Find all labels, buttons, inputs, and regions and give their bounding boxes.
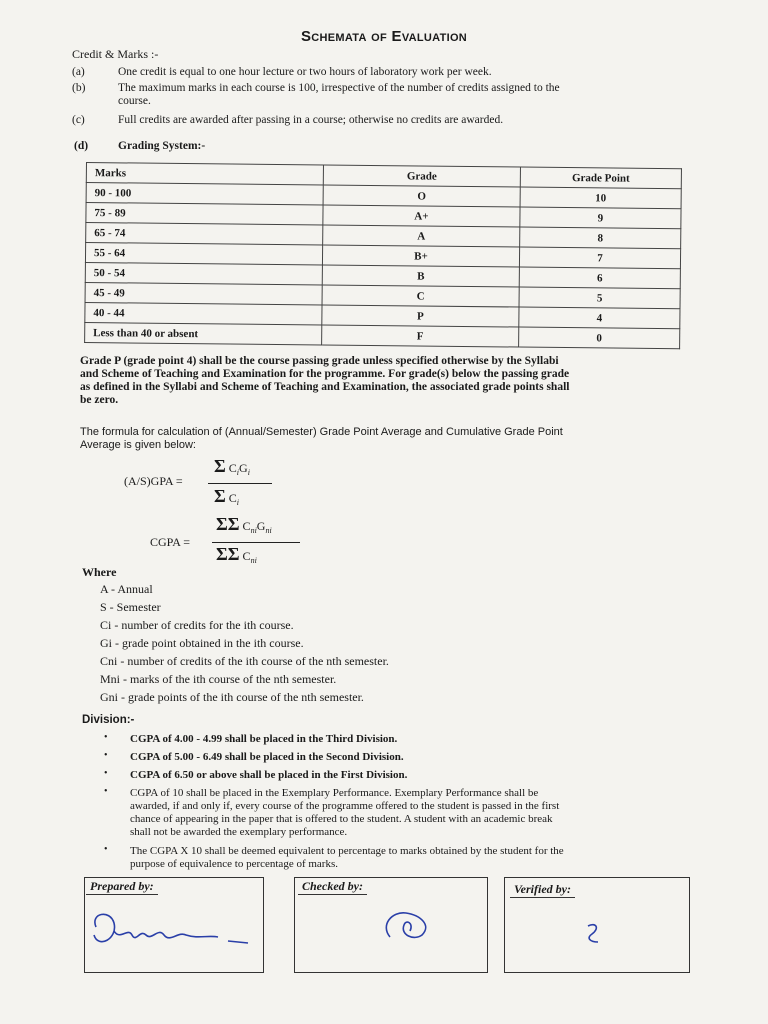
gpa-formula-label: (A/S)GPA = bbox=[124, 474, 183, 488]
rule-a-label: (a) bbox=[72, 66, 85, 78]
bullet-icon: • bbox=[104, 844, 108, 855]
table-header: Marks bbox=[86, 163, 323, 185]
verified-signature-icon bbox=[580, 920, 610, 950]
page-title: Schemata of Evaluation bbox=[300, 28, 468, 45]
passing-note-line-3: as defined in the Syllabi and Scheme of Teaching and Examination, the associated grade points shall bbox=[80, 381, 570, 393]
grading-label: (d) bbox=[74, 140, 89, 152]
table-cell: C bbox=[322, 285, 519, 307]
gpa-fraction-bar bbox=[208, 483, 272, 484]
list-item: CGPA of 10 shall be placed in the Exemplary Performance. Exemplary Performance shall be bbox=[130, 787, 539, 799]
list-item: Gni - grade points of the ith course of the nth semester. bbox=[100, 690, 364, 704]
table-cell: B+ bbox=[322, 245, 519, 267]
prepared-signature-icon bbox=[88, 905, 258, 955]
passing-note-line-2: and Scheme of Teaching and Examination for the programme. For grade(s) below the passing grade bbox=[80, 368, 570, 380]
table-cell: B bbox=[322, 265, 519, 287]
list-item: Mni - marks of the ith course of the nth semester. bbox=[100, 672, 337, 686]
rule-b-label: (b) bbox=[72, 82, 86, 94]
division-heading: Division:- bbox=[82, 714, 135, 726]
prepared-by-label: Prepared by: bbox=[86, 879, 158, 895]
table-cell: 65 - 74 bbox=[86, 223, 323, 245]
table-cell: 9 bbox=[520, 207, 681, 229]
table-cell: 6 bbox=[519, 267, 680, 289]
table-cell: 40 - 44 bbox=[85, 302, 322, 324]
rule-c-text: Full credits are awarded after passing in a course; otherwise no credits are awarded. bbox=[118, 114, 504, 126]
table-cell: 90 - 100 bbox=[86, 183, 323, 205]
bullet-icon: • bbox=[104, 750, 108, 761]
table-cell: 75 - 89 bbox=[86, 203, 323, 225]
table-cell: 55 - 64 bbox=[85, 243, 322, 265]
table-header: Grade Point bbox=[520, 167, 681, 189]
table-cell: P bbox=[322, 305, 519, 327]
list-item-cont: purpose of equivalence to percentage of marks. bbox=[130, 858, 338, 870]
gpa-denominator: Σ $C_i$ bbox=[214, 486, 240, 507]
cgpa-denominator: ΣΣ $C_{ni}$ bbox=[216, 544, 257, 565]
table-cell: 4 bbox=[519, 307, 680, 329]
table-cell: 45 - 49 bbox=[85, 282, 322, 304]
list-item: A - Annual bbox=[100, 582, 153, 596]
list-item: CGPA of 6.50 or above shall be placed in the First Division. bbox=[130, 769, 408, 781]
rule-b-text-2: course. bbox=[118, 95, 151, 107]
table-cell: 8 bbox=[520, 227, 681, 249]
list-item: The CGPA X 10 shall be deemed equivalent to percentage to marks obtained by the student for the bbox=[130, 845, 564, 857]
credit-heading: Credit & Marks :- bbox=[72, 47, 159, 61]
checked-signature-icon bbox=[370, 905, 440, 947]
list-item-cont: shall not be awarded the exemplary performance. bbox=[130, 826, 348, 838]
table-cell: 0 bbox=[519, 327, 680, 349]
table-cell: Less than 40 or absent bbox=[85, 322, 322, 344]
where-heading: Where bbox=[82, 565, 117, 579]
list-item: S - Semester bbox=[100, 600, 161, 614]
table-cell: 7 bbox=[519, 247, 680, 269]
table-cell: A bbox=[323, 225, 520, 247]
table-cell: O bbox=[323, 185, 520, 207]
table-cell: A+ bbox=[323, 205, 520, 227]
list-item: CGPA of 5.00 - 6.49 shall be placed in the Second Division. bbox=[130, 751, 404, 763]
cgpa-formula-label: CGPA = bbox=[150, 535, 191, 549]
checked-by-label: Checked by: bbox=[298, 879, 367, 895]
formula-intro-line-1: The formula for calculation of (Annual/Semester) Grade Point Average and Cumulative Grade Point bbox=[80, 426, 563, 438]
rule-a-text: One credit is equal to one hour lecture or two hours of laboratory work per week. bbox=[118, 66, 492, 78]
bullet-icon: • bbox=[104, 786, 108, 797]
rule-c-label: (c) bbox=[72, 114, 85, 126]
list-item: CGPA of 4.00 - 4.99 shall be placed in the Third Division. bbox=[130, 733, 398, 745]
passing-note-line-4: be zero. bbox=[80, 394, 119, 406]
list-item: Cni - number of credits of the ith course of the nth semester. bbox=[100, 654, 389, 668]
list-item: Ci - number of credits for the ith course. bbox=[100, 618, 294, 632]
list-item-cont: awarded, if and only if, every course of the programme offered to the student is passed in the first bbox=[130, 800, 560, 812]
verified-by-label: Verified by: bbox=[510, 882, 575, 898]
list-item-cont: chance of appearing in the paper that is offered to the student. A student with an academic break bbox=[130, 813, 553, 825]
table-cell: F bbox=[322, 325, 519, 347]
table-cell: 50 - 54 bbox=[85, 262, 322, 284]
grading-table bbox=[84, 162, 682, 349]
table-header: Grade bbox=[323, 165, 520, 187]
list-item: Gi - grade point obtained in the ith course. bbox=[100, 636, 304, 650]
gpa-numerator: Σ $C_iG_i$ bbox=[214, 456, 250, 477]
grading-heading: Grading System:- bbox=[118, 140, 206, 152]
passing-note-line-1: Grade P (grade point 4) shall be the course passing grade unless specified otherwise by the Syllabi bbox=[80, 355, 559, 367]
bullet-icon: • bbox=[104, 768, 108, 779]
table-cell: 5 bbox=[519, 287, 680, 309]
table-cell: 10 bbox=[520, 187, 681, 209]
cgpa-numerator: ΣΣ $C_{ni}G_{ni}$ bbox=[216, 514, 272, 535]
cgpa-fraction-bar bbox=[212, 542, 300, 543]
rule-b-text: The maximum marks in each course is 100, irrespective of the number of credits assigned to the bbox=[118, 82, 560, 94]
bullet-icon: • bbox=[104, 732, 108, 743]
formula-intro-line-2: Average is given below: bbox=[80, 439, 196, 451]
